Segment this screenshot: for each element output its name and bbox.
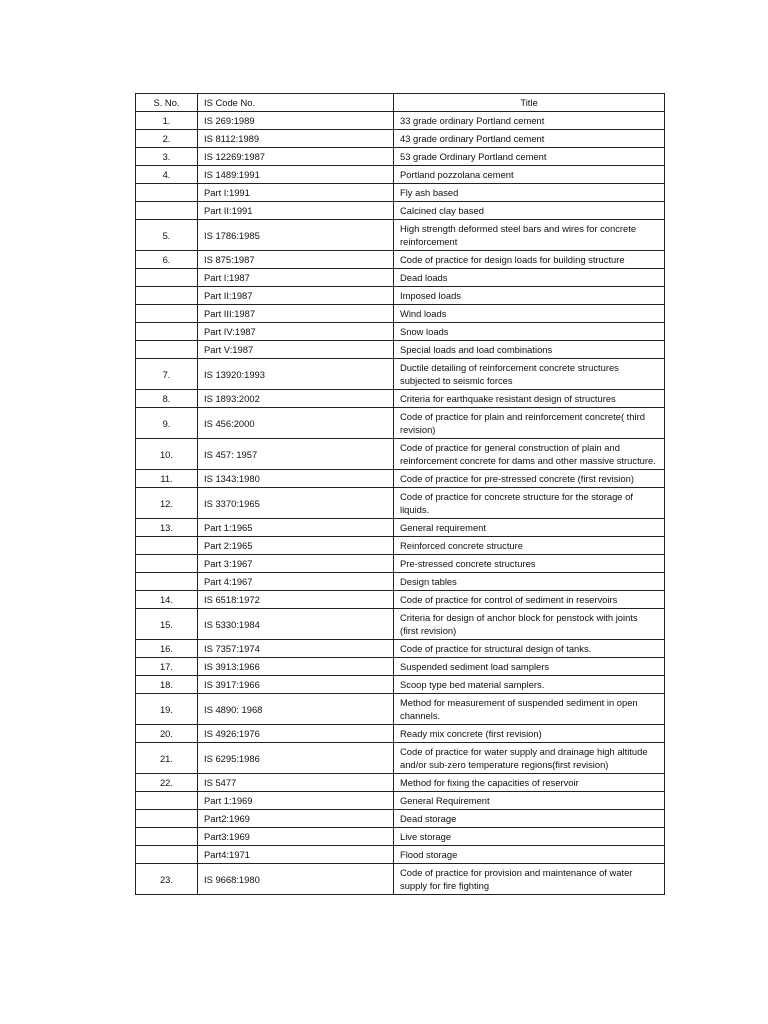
title-cell: 53 grade Ordinary Portland cement: [394, 148, 665, 166]
sno-cell: 8.: [136, 390, 198, 408]
title-cell: Live storage: [394, 828, 665, 846]
table-row: [136, 725, 665, 743]
title-cell: Method for measurement of suspended sediment in open channels.: [394, 694, 665, 725]
code-cell: IS 5330:1984: [198, 609, 394, 640]
table-row: [136, 359, 665, 390]
table-row: [136, 305, 665, 323]
code-cell: Part I:1991: [198, 184, 394, 202]
table-row: [136, 519, 665, 537]
title-cell: Code of practice for control of sediment in reservoirs: [394, 591, 665, 609]
code-cell: IS 5477: [198, 774, 394, 792]
sno-cell: 6.: [136, 251, 198, 269]
sno-cell: [136, 555, 198, 573]
header-sno: S. No.: [136, 94, 198, 112]
table-header-row: [136, 94, 665, 112]
title-cell: Calcined clay based: [394, 202, 665, 220]
sno-cell: 22.: [136, 774, 198, 792]
sno-cell: 9.: [136, 408, 198, 439]
sno-cell: 21.: [136, 743, 198, 774]
sno-cell: 18.: [136, 676, 198, 694]
code-cell: IS 6518:1972: [198, 591, 394, 609]
table-row: [136, 537, 665, 555]
code-cell: Part4:1971: [198, 846, 394, 864]
title-cell: Ready mix concrete (first revision): [394, 725, 665, 743]
code-cell: IS 9668:1980: [198, 864, 394, 895]
sno-cell: [136, 341, 198, 359]
sno-cell: [136, 792, 198, 810]
title-cell: Portland pozzolana cement: [394, 166, 665, 184]
title-cell: Imposed loads: [394, 287, 665, 305]
table-row: [136, 439, 665, 470]
table-row: [136, 341, 665, 359]
code-cell: IS 1489:1991: [198, 166, 394, 184]
header-title: Title: [394, 94, 665, 112]
table-row: [136, 287, 665, 305]
sno-cell: 2.: [136, 130, 198, 148]
code-cell: Part II:1991: [198, 202, 394, 220]
title-cell: 33 grade ordinary Portland cement: [394, 112, 665, 130]
title-cell: 43 grade ordinary Portland cement: [394, 130, 665, 148]
sno-cell: 15.: [136, 609, 198, 640]
table-row: [136, 112, 665, 130]
title-cell: Code of practice for general construction of plain and reinforcement concrete for dams and other massive structure.: [394, 439, 665, 470]
table-row: [136, 591, 665, 609]
title-cell: Scoop type bed material samplers.: [394, 676, 665, 694]
title-cell: Flood storage: [394, 846, 665, 864]
code-cell: IS 3370:1965: [198, 488, 394, 519]
table-row: [136, 828, 665, 846]
sno-cell: 11.: [136, 470, 198, 488]
title-cell: Code of practice for plain and reinforcement concrete( third revision): [394, 408, 665, 439]
table-row: [136, 323, 665, 341]
document-page: [135, 93, 664, 895]
table-row: [136, 251, 665, 269]
code-cell: IS 3913:1966: [198, 658, 394, 676]
sno-cell: 12.: [136, 488, 198, 519]
table-row: [136, 658, 665, 676]
table-row: [136, 269, 665, 287]
title-cell: General requirement: [394, 519, 665, 537]
sno-cell: 16.: [136, 640, 198, 658]
sno-cell: 7.: [136, 359, 198, 390]
code-cell: IS 875:1987: [198, 251, 394, 269]
code-cell: IS 4926:1976: [198, 725, 394, 743]
title-cell: Criteria for design of anchor block for penstock with joints (first revision): [394, 609, 665, 640]
sno-cell: 14.: [136, 591, 198, 609]
title-cell: Dead storage: [394, 810, 665, 828]
code-cell: Part 1:1969: [198, 792, 394, 810]
title-cell: Wind loads: [394, 305, 665, 323]
title-cell: High strength deformed steel bars and wires for concrete reinforcement: [394, 220, 665, 251]
table-row: [136, 184, 665, 202]
title-cell: Code of practice for structural design of tanks.: [394, 640, 665, 658]
sno-cell: 20.: [136, 725, 198, 743]
title-cell: Code of practice for water supply and drainage high altitude and/or sub-zero temperature regions(first revision): [394, 743, 665, 774]
code-cell: Part2:1969: [198, 810, 394, 828]
table-body: [136, 112, 665, 895]
table-row: [136, 609, 665, 640]
code-cell: Part 3:1967: [198, 555, 394, 573]
code-cell: IS 3917:1966: [198, 676, 394, 694]
code-cell: IS 13920:1993: [198, 359, 394, 390]
title-cell: Pre-stressed concrete structures: [394, 555, 665, 573]
code-cell: IS 8112:1989: [198, 130, 394, 148]
table-row: [136, 846, 665, 864]
title-cell: Design tables: [394, 573, 665, 591]
table-row: [136, 573, 665, 591]
sno-cell: [136, 810, 198, 828]
table-row: [136, 676, 665, 694]
sno-cell: 5.: [136, 220, 198, 251]
title-cell: Fly ash based: [394, 184, 665, 202]
title-cell: Criteria for earthquake resistant design of structures: [394, 390, 665, 408]
sno-cell: [136, 184, 198, 202]
sno-cell: [136, 287, 198, 305]
title-cell: Code of practice for provision and maintenance of water supply for fire fighting: [394, 864, 665, 895]
sno-cell: [136, 573, 198, 591]
table-row: [136, 694, 665, 725]
title-cell: Snow loads: [394, 323, 665, 341]
sno-cell: 13.: [136, 519, 198, 537]
title-cell: Method for fixing the capacities of reservoir: [394, 774, 665, 792]
code-cell: Part 1:1965: [198, 519, 394, 537]
code-cell: Part V:1987: [198, 341, 394, 359]
title-cell: Dead loads: [394, 269, 665, 287]
code-cell: IS 1343:1980: [198, 470, 394, 488]
code-cell: Part 2:1965: [198, 537, 394, 555]
table-row: [136, 864, 665, 895]
table-row: [136, 202, 665, 220]
code-cell: IS 1786:1985: [198, 220, 394, 251]
table-row: [136, 220, 665, 251]
code-cell: Part III:1987: [198, 305, 394, 323]
sno-cell: [136, 202, 198, 220]
sno-cell: 23.: [136, 864, 198, 895]
table-row: [136, 408, 665, 439]
sno-cell: 3.: [136, 148, 198, 166]
code-cell: Part IV:1987: [198, 323, 394, 341]
sno-cell: 17.: [136, 658, 198, 676]
table-row: [136, 148, 665, 166]
table-row: [136, 743, 665, 774]
title-cell: Code of practice for design loads for building structure: [394, 251, 665, 269]
title-cell: Reinforced concrete structure: [394, 537, 665, 555]
title-cell: Code of practice for pre-stressed concrete (first revision): [394, 470, 665, 488]
code-cell: Part II:1987: [198, 287, 394, 305]
table-row: [136, 470, 665, 488]
title-cell: Special loads and load combinations: [394, 341, 665, 359]
sno-cell: 10.: [136, 439, 198, 470]
sno-cell: [136, 846, 198, 864]
table-row: [136, 810, 665, 828]
sno-cell: 1.: [136, 112, 198, 130]
code-cell: Part3:1969: [198, 828, 394, 846]
table-row: [136, 166, 665, 184]
title-cell: Code of practice for concrete structure for the storage of liquids.: [394, 488, 665, 519]
sno-cell: [136, 305, 198, 323]
table-row: [136, 390, 665, 408]
sno-cell: [136, 828, 198, 846]
table-row: [136, 640, 665, 658]
code-cell: IS 4890: 1968: [198, 694, 394, 725]
code-cell: Part 4:1967: [198, 573, 394, 591]
code-cell: IS 269:1989: [198, 112, 394, 130]
code-cell: IS 12269:1987: [198, 148, 394, 166]
header-code: IS Code No.: [198, 94, 394, 112]
table-row: [136, 488, 665, 519]
code-cell: IS 456:2000: [198, 408, 394, 439]
sno-cell: 19.: [136, 694, 198, 725]
code-cell: IS 7357:1974: [198, 640, 394, 658]
table-row: [136, 792, 665, 810]
table-row: [136, 130, 665, 148]
code-cell: IS 1893:2002: [198, 390, 394, 408]
table-row: [136, 774, 665, 792]
title-cell: Suspended sediment load samplers: [394, 658, 665, 676]
code-cell: IS 457: 1957: [198, 439, 394, 470]
title-cell: Ductile detailing of reinforcement concrete structures subjected to seismic forces: [394, 359, 665, 390]
sno-cell: [136, 537, 198, 555]
sno-cell: [136, 269, 198, 287]
sno-cell: 4.: [136, 166, 198, 184]
code-cell: IS 6295:1986: [198, 743, 394, 774]
is-codes-table: [135, 93, 665, 895]
title-cell: General Requirement: [394, 792, 665, 810]
code-cell: Part I:1987: [198, 269, 394, 287]
sno-cell: [136, 323, 198, 341]
table-row: [136, 555, 665, 573]
